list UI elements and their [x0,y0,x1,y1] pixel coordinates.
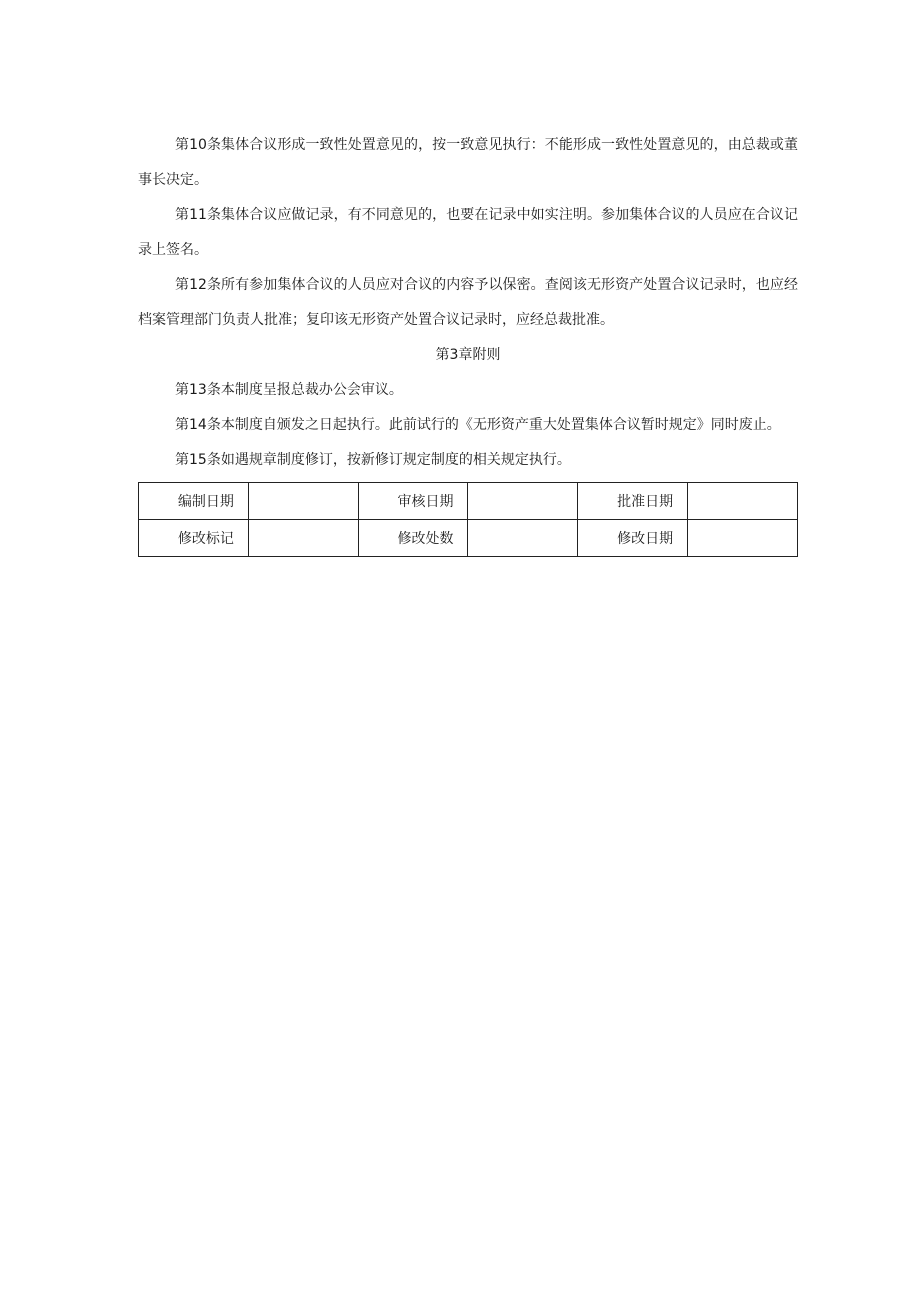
table-row [139,483,798,520]
label-compile-date: 编制日期 [139,483,249,520]
label-review-date: 审核日期 [358,483,468,520]
value-revision-date [688,520,798,557]
chapter-heading: 第3章附则 [435,347,501,363]
document-page [138,128,798,557]
article-11: 第11条集体合议应做记录，有不同意见的，也要在记录中如实注明。参加集体合议的人员应在合议记录上签名。 [138,207,798,258]
value-revision-count [468,520,578,557]
article-10: 第10条集体合议形成一致性处置意见的，按一致意见执行：不能形成一致性处置意见的，由总裁或董事长决定。 [138,137,798,188]
article-12: 第12条所有参加集体合议的人员应对合议的内容予以保密。查阅该无形资产处置合议记录时，也应经档案管理部门负责人批准；复印该无形资产处置合议记录时，应经总裁批准。 [138,277,798,328]
article-13: 第13条本制度呈报总裁办公会审议。 [175,382,403,398]
value-revision-mark [248,520,358,557]
label-revision-count: 修改处数 [358,520,468,557]
label-revision-mark: 修改标记 [139,520,249,557]
value-approve-date [688,483,798,520]
revision-record-table [138,482,798,557]
value-compile-date [248,483,358,520]
table-row [139,520,798,557]
article-14: 第14条本制度自颁发之日起执行。此前试行的《无形资产重大处置集体合议暂时规定》同时废止。 [175,417,781,433]
label-approve-date: 批准日期 [578,483,688,520]
label-revision-date: 修改日期 [578,520,688,557]
value-review-date [468,483,578,520]
article-15: 第15条如遇规章制度修订，按新修订规定制度的相关规定执行。 [175,452,571,468]
